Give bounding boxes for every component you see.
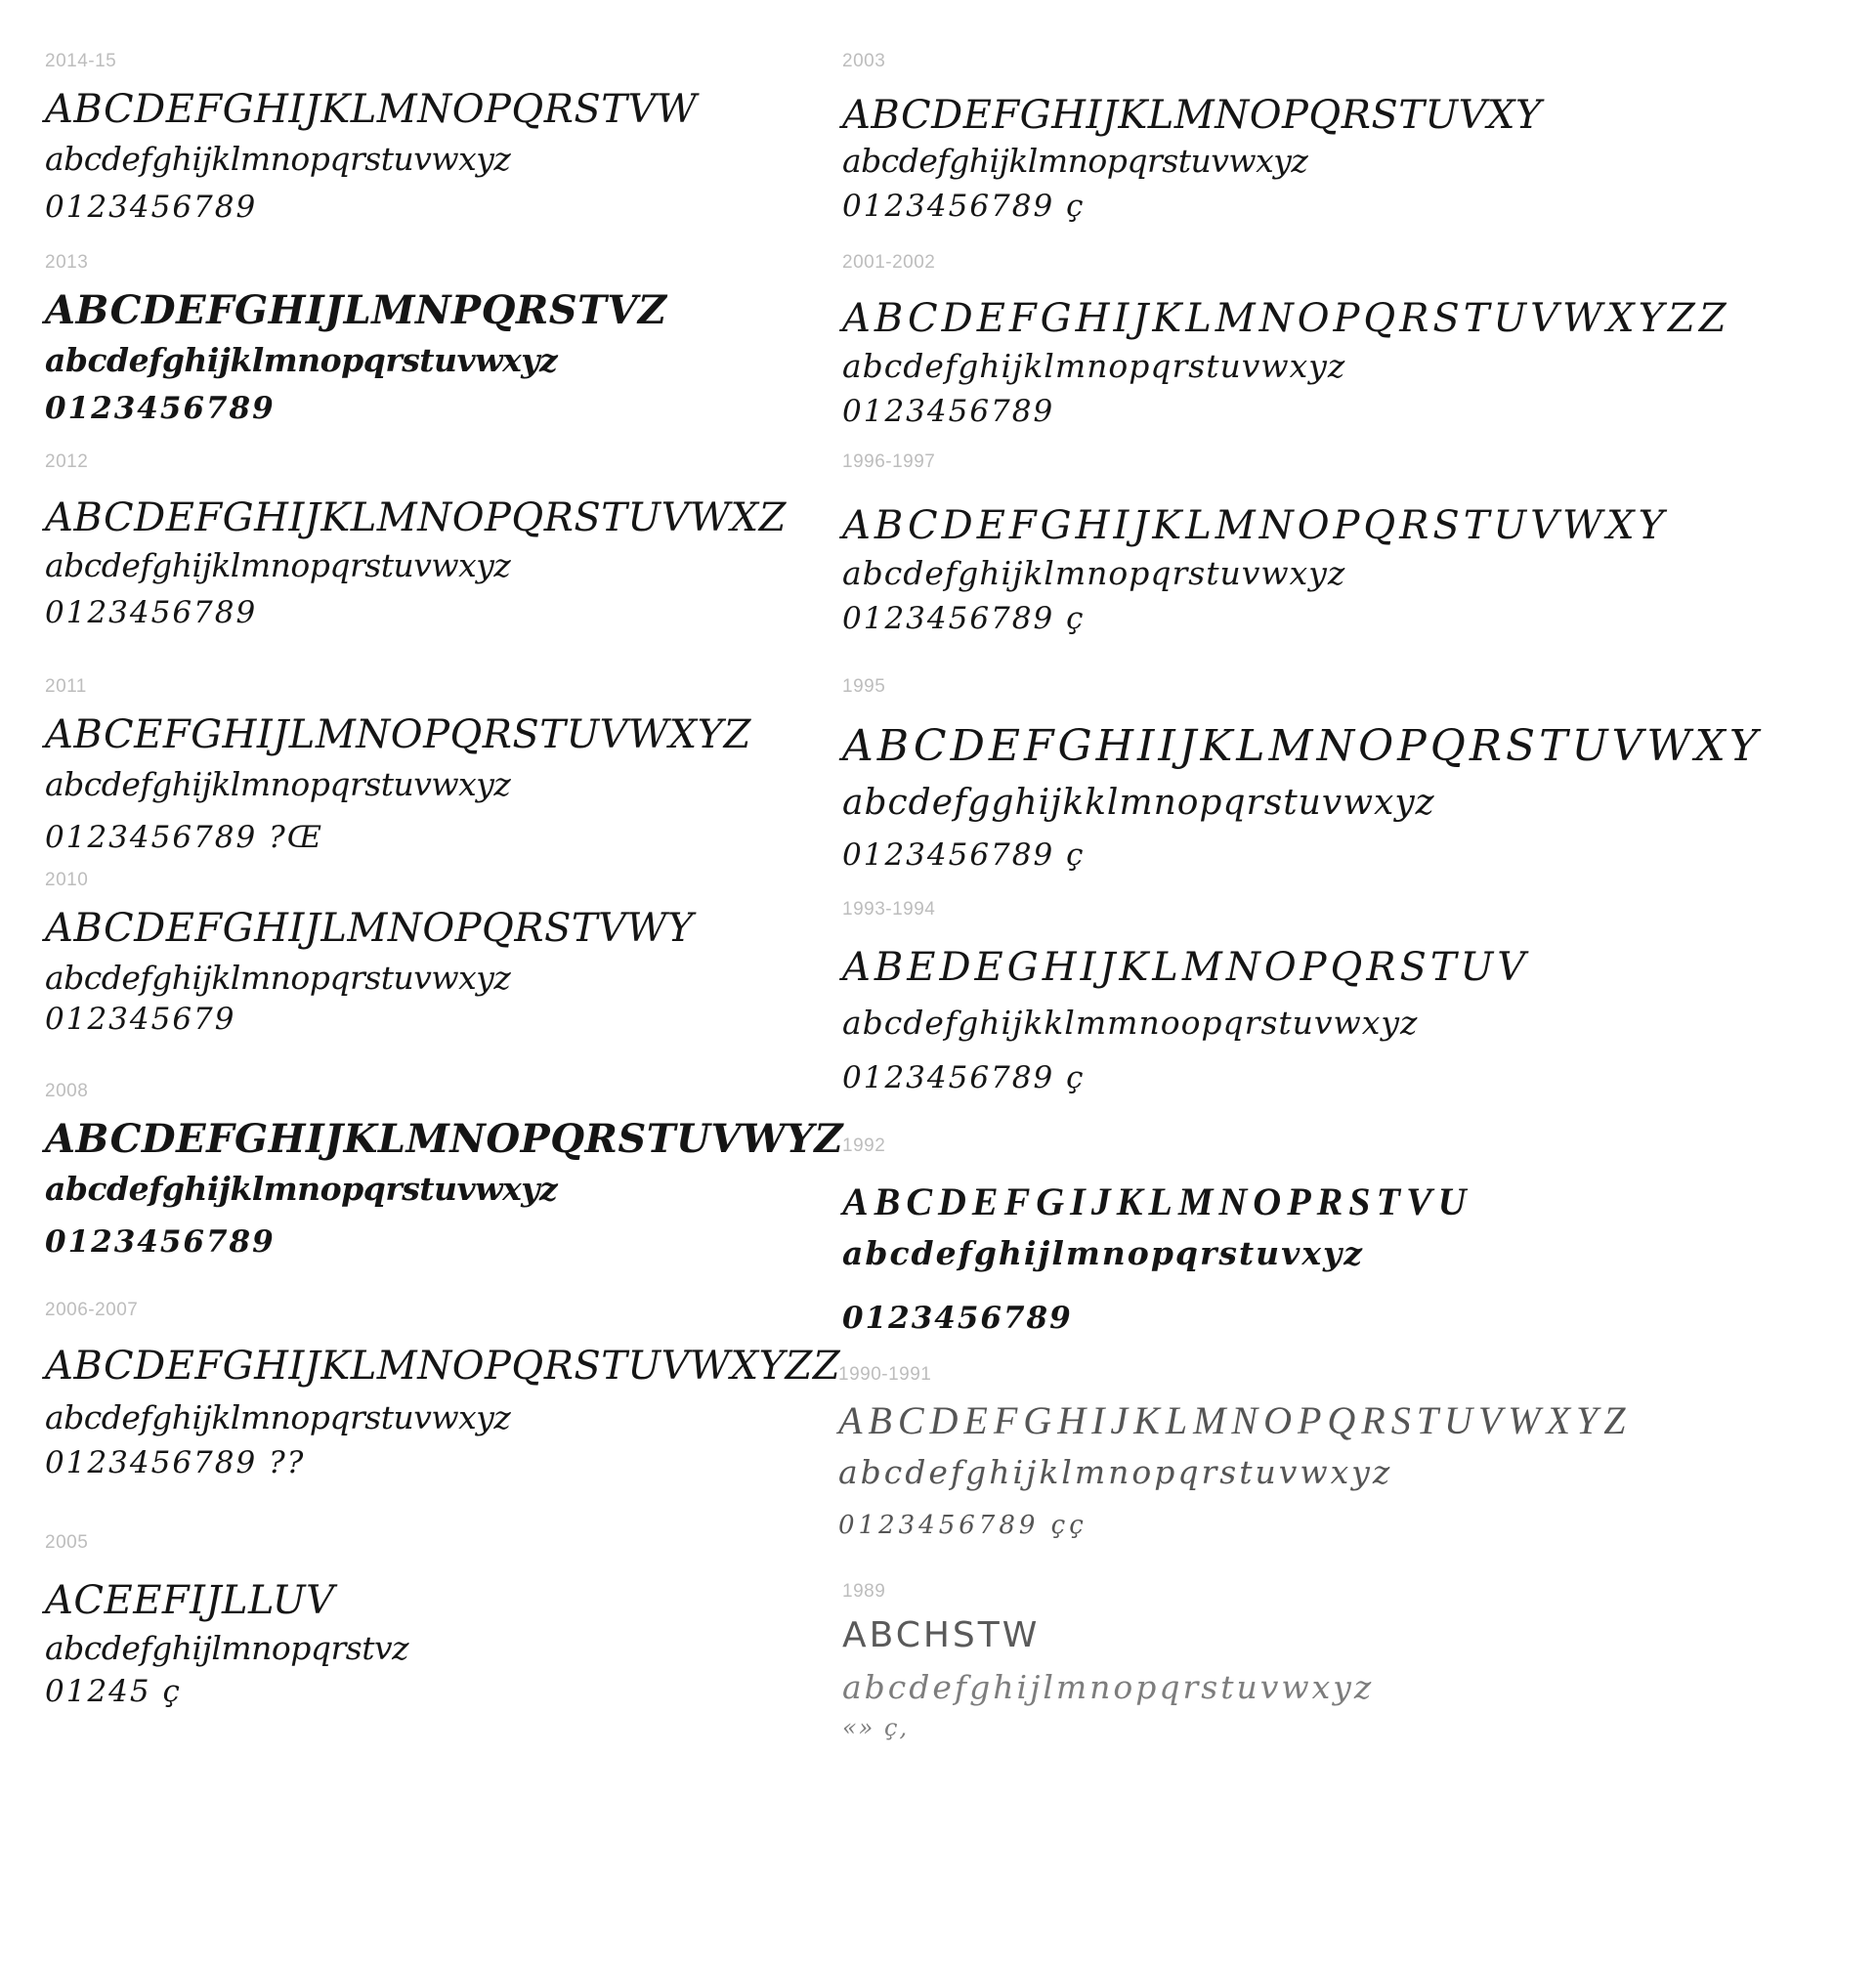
left-column: [0, 0, 879, 1970]
lowercase-line: abcdefghijklmnopqrstuvwxyz: [45, 1398, 511, 1436]
year-label: 2010: [45, 870, 89, 890]
uppercase-line: ABCDEFGHIJKLMNOPQRSTUVWXYZZ: [45, 1344, 841, 1389]
uppercase-line: ABCDEFGHIJLMNPQRSTVZ: [45, 287, 667, 333]
lowercase-line: abcdefghijlmnopqrstvz: [45, 1629, 409, 1667]
digits-line: 0123456789: [45, 190, 258, 225]
uppercase-line: ABCDEFGHIJKLMNOPQRSTUVWXYZZ: [842, 296, 1730, 341]
uppercase-line: ABCDEFGHIJKLMNOPQRSTUVWXZ: [45, 495, 787, 540]
uppercase-line: ABCEFGHIJLMNOPQRSTUVWXYZ: [45, 712, 751, 757]
uppercase-line: ACEEFIJLLUV: [45, 1578, 335, 1623]
uppercase-line: ABCDEFGHIJKLMNOPQRSTUVWXY: [842, 503, 1669, 548]
uppercase-line: ABEDEGHIJKLMNOPQRSTUV: [842, 945, 1530, 990]
uppercase-line: ABCDEFGHIJLMNOPQRSTVWY: [45, 906, 694, 951]
digits-line: «» ç,: [842, 1714, 910, 1741]
lowercase-line: abcdefghijklmnopqrstuvwxyz: [842, 554, 1346, 592]
digits-line: 01245 ç: [45, 1674, 182, 1709]
year-label: 2006-2007: [45, 1300, 139, 1320]
year-label: 1989: [842, 1581, 886, 1602]
lowercase-line: abcdefghijklmnopqrstuvwxyz: [842, 142, 1308, 180]
year-label: 2005: [45, 1532, 89, 1553]
lowercase-line: abcdefghijkklmmnoopqrstuvwxyz: [842, 1004, 1419, 1042]
digits-line: 0123456789: [45, 391, 276, 426]
lowercase-line: abcdefghijklmnopqrstuvwxyz: [838, 1453, 1393, 1491]
digits-line: 0123456789 çç: [838, 1511, 1087, 1540]
lowercase-line: abcdefgghijkklmnopqrstuvwxyz: [842, 783, 1435, 823]
year-label: 2014-15: [45, 51, 117, 71]
year-label: 2012: [45, 451, 89, 472]
year-label: 2013: [45, 252, 89, 273]
digits-line: 012345679: [45, 1002, 236, 1037]
digits-line: 0123456789: [45, 1224, 276, 1260]
year-label: 1993-1994: [842, 899, 936, 920]
uppercase-line: ABCDEFGHIJKLMNOPQRSTUVXY: [842, 93, 1542, 138]
year-label: 2003: [842, 51, 886, 71]
lowercase-line: abcdefghijklmnopqrstuvwxyz: [45, 341, 558, 379]
year-label: 2011: [45, 676, 87, 697]
digits-line: 0123456789: [842, 394, 1055, 429]
lowercase-line: abcdefghijlmnopqrstuvwxyz: [842, 1668, 1375, 1706]
lowercase-line: abcdefghijklmnopqrstuvwxyz: [45, 1170, 558, 1208]
uppercase-line: ABCDEFGHIJKLMNOPQRSTVW: [45, 87, 698, 132]
lowercase-line: abcdefghijklmnopqrstuvwxyz: [45, 959, 511, 997]
uppercase-line: ABCDEFGHIIJKLMNOPQRSTUVWXY: [842, 721, 1762, 771]
lowercase-line: abcdefghijklmnopqrstuvwxyz: [842, 347, 1346, 385]
uppercase-line: ABCDEFGIJKLMNOPRSTVU: [842, 1179, 1472, 1223]
digits-line: 0123456789: [842, 1301, 1073, 1336]
lowercase-line: abcdefghijlmnopqrstuvxyz: [842, 1234, 1364, 1272]
uppercase-line: ABCDEFGHIJKLMNOPQRSTUVWXYZ: [838, 1398, 1632, 1442]
year-label: 1992: [842, 1135, 886, 1156]
digits-line: 0123456789 ç: [842, 1060, 1086, 1095]
lowercase-line: abcdefghijklmnopqrstuvwxyz: [45, 765, 511, 803]
digits-line: 0123456789 ç: [842, 837, 1086, 873]
digits-line: 0123456789 ??: [45, 1445, 306, 1480]
year-label: 1990-1991: [838, 1364, 932, 1385]
digits-line: 0123456789 ç: [842, 189, 1086, 224]
lowercase-line: abcdefghijklmnopqrstuvwxyz: [45, 140, 511, 178]
year-label: 2008: [45, 1081, 89, 1101]
uppercase-line: ABCHSTW: [842, 1615, 1041, 1655]
digits-line: 0123456789 ç: [842, 601, 1086, 636]
digits-line: 0123456789: [45, 595, 258, 630]
year-label: 1996-1997: [842, 451, 936, 472]
uppercase-line: ABCDEFGHIJKLMNOPQRSTUVWYZ: [45, 1116, 844, 1162]
year-label: 1995: [842, 676, 886, 697]
lowercase-line: abcdefghijklmnopqrstuvwxyz: [45, 546, 511, 584]
digits-line: 0123456789 ?Œ: [45, 820, 323, 855]
year-label: 2001-2002: [842, 252, 936, 273]
right-column: [799, 0, 1762, 1970]
